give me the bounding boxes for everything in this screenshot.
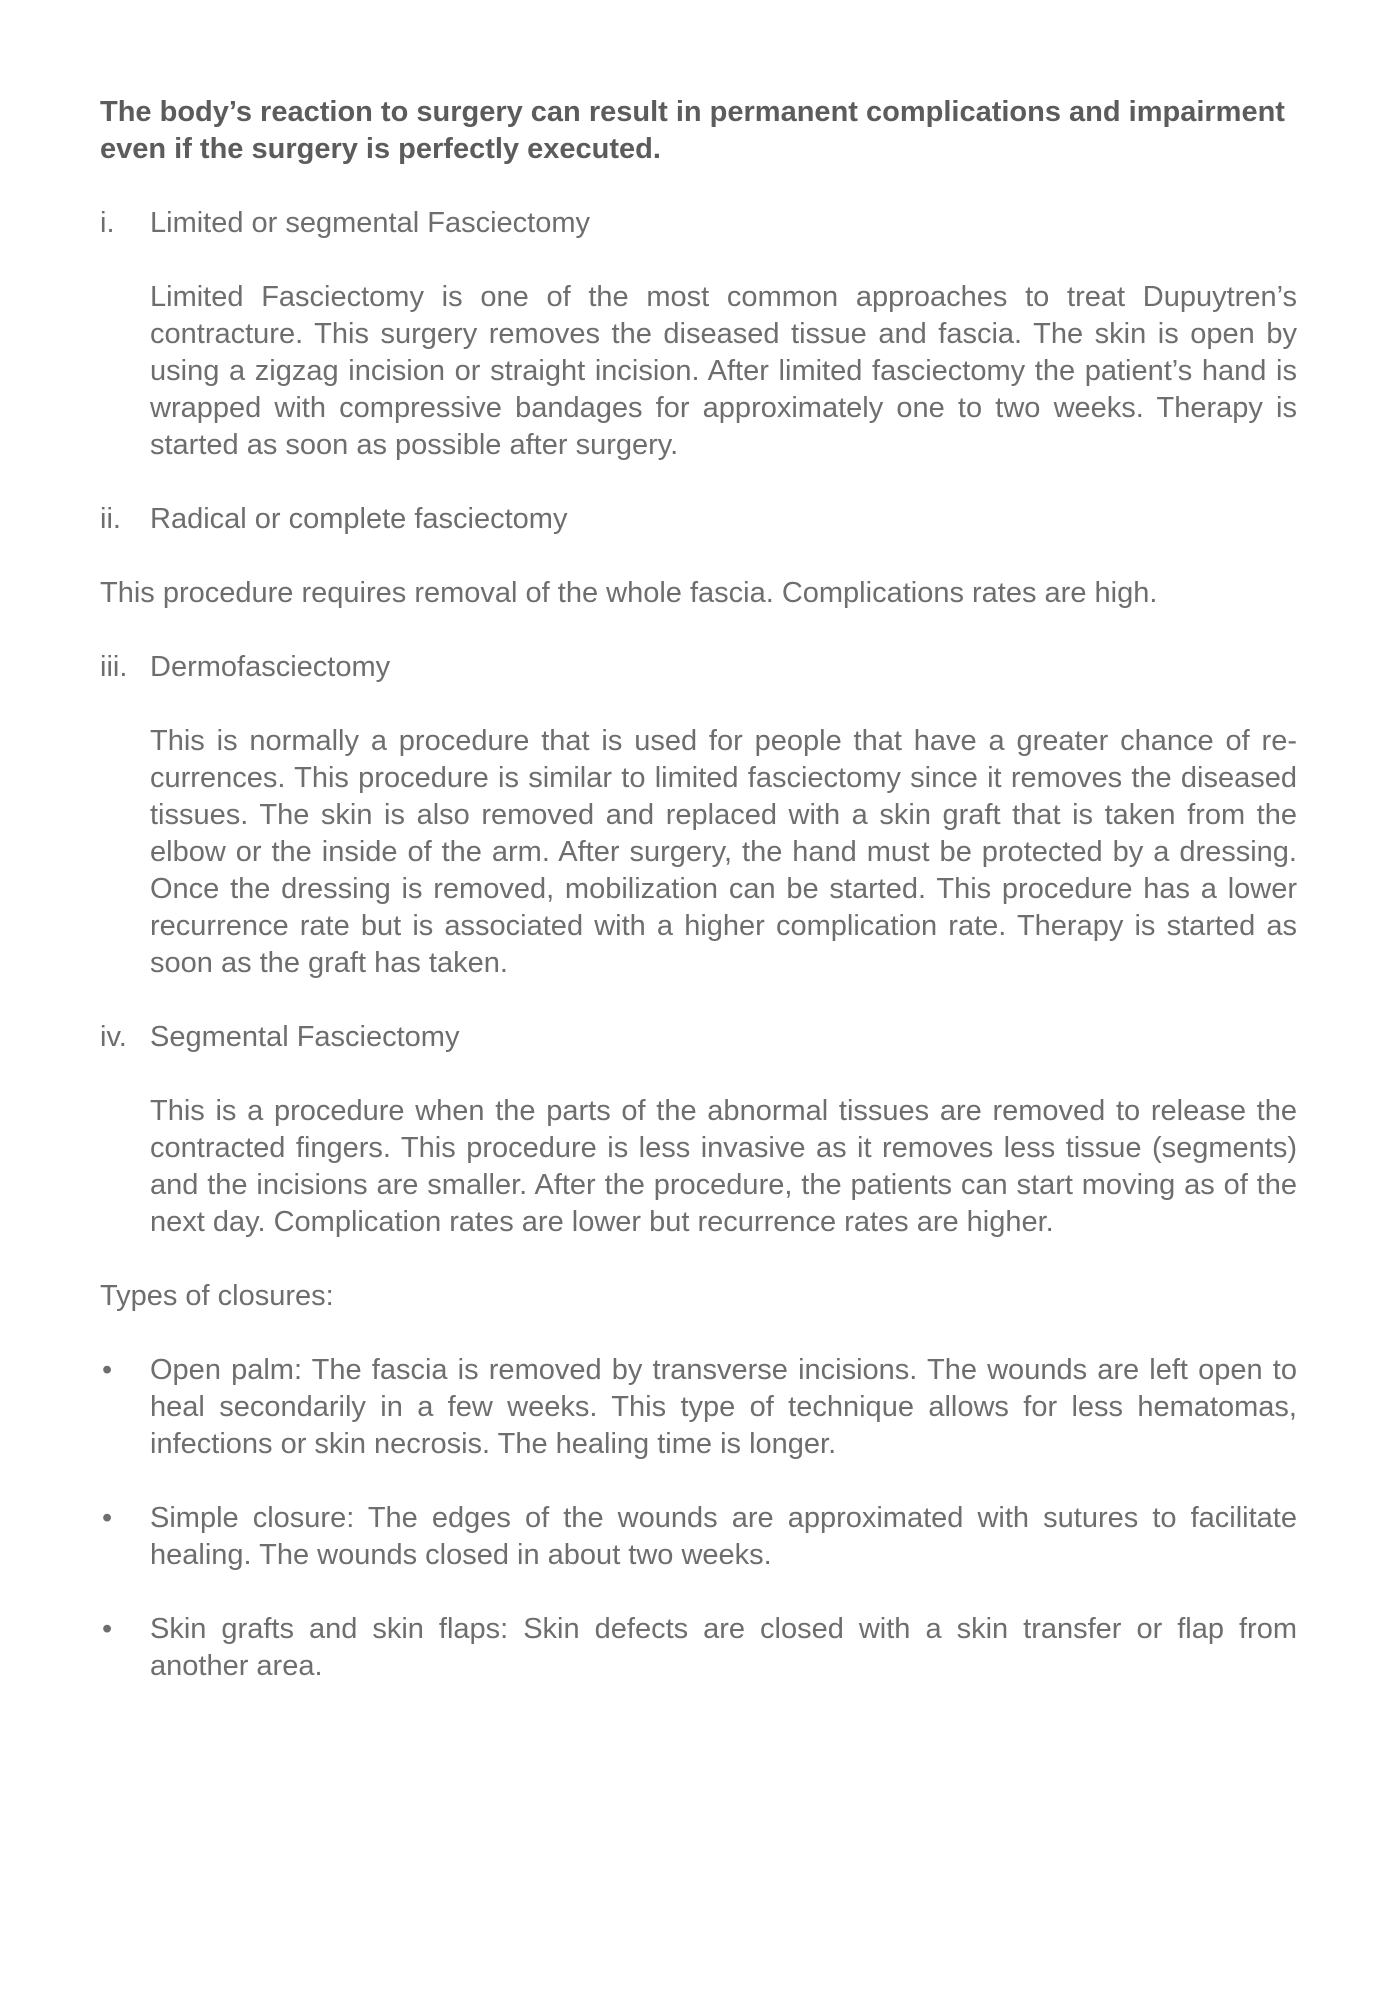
item-title: Radical or complete fasciectomy: [150, 503, 568, 535]
item-title: Segmental Fasciectomy: [150, 1021, 460, 1053]
bullet-item: [100, 1352, 1297, 1463]
bullet-item: [100, 1500, 1297, 1574]
roman-numeral-marker: i.: [100, 207, 115, 239]
bullet-dot-icon: •: [102, 1354, 113, 1386]
bullet-dot-icon: •: [102, 1502, 113, 1534]
item-title: Dermofasciectomy: [150, 651, 391, 683]
item-body: This is normally a procedure that is used for people that have a greater chance of recurrences. This procedure is similar to limited fasciectomy since it removes the diseased tissues. The skin is also removed and replaced with a skin graft that is taken from the elbow or the inside of the arm. After surgery, the hand must be protected by a dressing. Once the dressing is removed, mobilization can be started. This procedure has a lower recurrence rate but is associated with a higher complication rate. Therapy is started as soon as the graft has taken.: [150, 725, 1297, 979]
bullet-item: [100, 1611, 1297, 1685]
roman-numeral-marker: iii.: [100, 651, 128, 683]
intro-paragraph: The body’s reaction to surgery can result in permanent complications and impairment even if the surgery is perfectly executed.: [100, 96, 1285, 165]
list-item-heading: [100, 1019, 1297, 1056]
list-item-heading: [100, 649, 1297, 686]
bullet-text: Skin grafts and skin flaps: Skin defects are closed with a skin transfer or flap from another area.: [150, 1613, 1297, 1682]
bullet-text: Open palm: The fascia is removed by transverse incisions. The wounds are left open to heal secondarily in a few weeks. This type of technique allows for less hematomas, infections or skin necrosis. The healing time is longer.: [150, 1354, 1297, 1460]
item-body: This is a procedure when the parts of the abnormal tissues are removed to release the contracted fingers. This procedure is less invasive as it removes less tissue (segments) and the incisions are smaller. After the procedure, the patients can start moving as of the next day. Complication rates are lower but recurrence rates are higher.: [150, 1095, 1297, 1238]
list-item-heading: [100, 205, 1297, 242]
roman-numeral-marker: ii.: [100, 503, 121, 535]
bullet-dot-icon: •: [102, 1613, 113, 1645]
list-item-heading: [100, 501, 1297, 538]
closures-heading: Types of closures:: [100, 1280, 334, 1312]
item-body: Limited Fasciectomy is one of the most common approaches to treat Dupuytren’s contracture. This surgery removes the diseased tissue and fascia. The skin is open by using a zigzag incision or straight incision. After limited fasciectomy the patient’s hand is wrapped with compressive bandages for approximately one to two weeks. Therapy is started as soon as possible after surgery.: [150, 281, 1297, 461]
bullet-text: Simple closure: The edges of the wounds are approximated with sutures to facilitate healing. The wounds closed in about two weeks.: [150, 1502, 1297, 1571]
item-body: This procedure requires removal of the whole fascia. Complications rates are high.: [100, 577, 1158, 609]
item-title: Limited or segmental Fasciectomy: [150, 207, 590, 239]
document-page: [100, 94, 1297, 1722]
roman-numeral-marker: iv.: [100, 1021, 127, 1053]
